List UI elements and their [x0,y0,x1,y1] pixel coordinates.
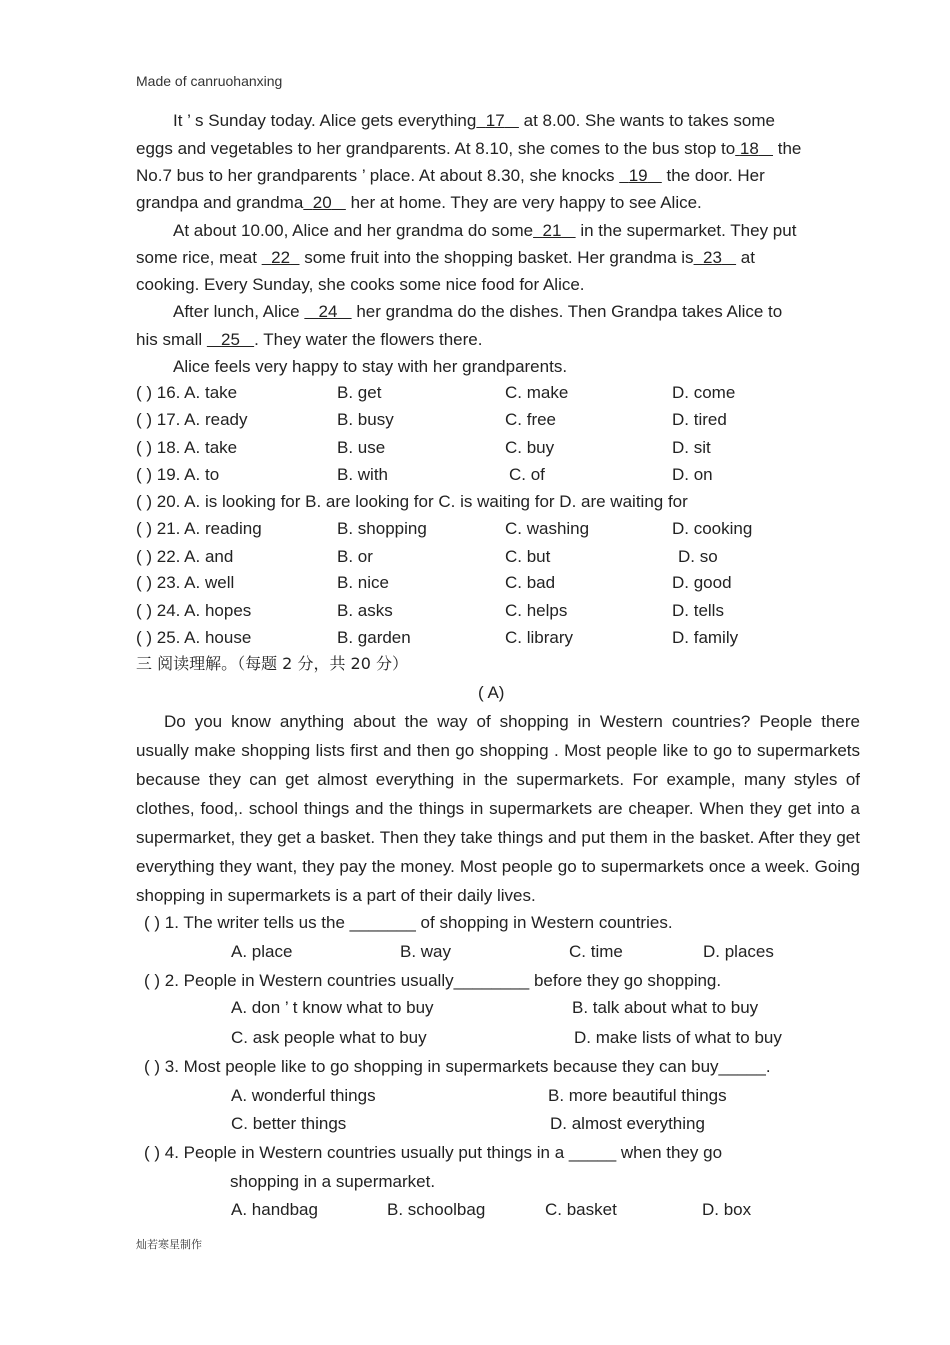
option: D. sit [672,438,711,457]
option: B. or [337,547,373,566]
option: D. tells [672,601,724,620]
question-stem: ( ) 19. A. to [136,465,220,484]
option: D. places [703,942,774,961]
option: D. come [672,383,736,402]
reading-question: ( ) 2. People in Western countries usually________ before they go shopping. [144,971,722,990]
option: C. washing [505,519,590,538]
option: C. buy [505,438,555,457]
cloze-line: After lunch, Alice 24 her grandma do the dishes. Then Grandpa takes Alice to [173,302,783,321]
option: C. but [505,547,551,566]
option: B. with [337,465,389,484]
question-stem: ( ) 17. A. ready [136,410,248,429]
option: B. busy [337,410,394,429]
question-stem: ( ) 18. A. take [136,438,238,457]
cloze-line: his small 25 . They water the flowers there. [136,330,483,349]
question-stem: ( ) 21. A. reading [136,519,262,538]
option: D. box [702,1200,752,1219]
option: C. library [505,628,574,647]
option: A. handbag [231,1200,318,1219]
option: A. place [231,942,293,961]
question-stem: ( ) 16. A. take [136,383,238,402]
reading-question: ( ) 1. The writer tells us the _______ of shopping in Western countries. [144,913,673,932]
option: B. talk about what to buy [572,998,759,1017]
option: C. bad [505,573,556,592]
cloze-line: cooking. Every Sunday, she cooks some nice food for Alice. [136,275,585,294]
question-stem: ( ) 25. A. house [136,628,252,647]
option: B. more beautiful things [548,1086,727,1105]
cloze-line: Alice feels very happy to stay with her grandparents. [173,357,568,376]
option: D. almost everything [550,1114,705,1133]
option: D. good [672,573,732,592]
option: D. so [678,547,718,566]
option: B. use [337,438,386,457]
option: D. make lists of what to buy [574,1028,782,1047]
option: B. garden [337,628,411,647]
option: A. don ’ t know what to buy [231,998,434,1017]
option: D. on [672,465,713,484]
question-stem: ( ) 22. A. and [136,547,234,566]
option: C. basket [545,1200,617,1219]
option: C. make [505,383,569,402]
cloze-line: eggs and vegetables to her grandparents. At 8.10, she comes to the bus stop to 18 the [136,139,802,158]
option: D. tired [672,410,727,429]
reading-question: ( ) 3. Most people like to go shopping in supermarkets because they can buy_____. [144,1057,771,1076]
reading-passage: Do you know anything about the way of shopping in Western countries? People there usually make shopping lists first and then go shopping . Most people like to go to supermarkets because they can get almost everything in the supermarkets. For example, many styles of clothes, food,. school things and the things in supermarkets are cheaper. When they get into a supermarket, they get a basket. Then they take things and put them in the basket. After they get everything they want, they pay the money. Most people go to supermarkets once a week. Going shopping in supermarkets is a part of their daily lives. [136,712,860,905]
option: C. helps [505,601,568,620]
reading-question: ( ) 4. People in Western countries usually put things in a _____ when they go [144,1143,723,1162]
question-stem: ( ) 24. A. hopes [136,601,252,620]
option: C. of [509,465,545,484]
option: C. better things [231,1114,347,1133]
question-stem: ( ) 20. A. is looking for B. are looking for C. is waiting for D. are waiting for [136,492,688,511]
option: B. way [400,942,452,961]
cloze-line: It ’ s Sunday today. Alice gets everything 17 at 8.00. She wants to takes some [173,111,775,130]
option: B. get [337,383,382,402]
option: A. wonderful things [231,1086,376,1105]
page-header: Made of canruohanxing [136,73,283,89]
option: C. ask people what to buy [231,1028,427,1047]
page-footer: 灿若寒星制作 [136,1238,202,1251]
option: C. free [505,410,557,429]
option: B. schoolbag [387,1200,486,1219]
option: C. time [569,942,623,961]
cloze-line: grandpa and grandma 20 her at home. They are very happy to see Alice. [136,193,702,212]
cloze-line: some rice, meat 22 some fruit into the shopping basket. Her grandma is 23 at [136,248,755,267]
cloze-line: At about 10.00, Alice and her grandma do some 21 in the supermarket. They put [173,221,797,240]
option: D. cooking [672,519,753,538]
part-label: ( A) [478,683,505,702]
option: B. shopping [337,519,427,538]
option: D. family [672,628,739,647]
reading-question-cont: shopping in a supermarket. [230,1172,436,1191]
cloze-line: No.7 bus to her grandparents ’ place. At about 8.30, she knocks 19 the door. Her [136,166,765,185]
option: B. asks [337,601,393,620]
option: B. nice [337,573,389,592]
section-heading: 三 阅读理解。（每题 2 分，共 20 分） [136,654,408,673]
question-stem: ( ) 23. A. well [136,573,235,592]
